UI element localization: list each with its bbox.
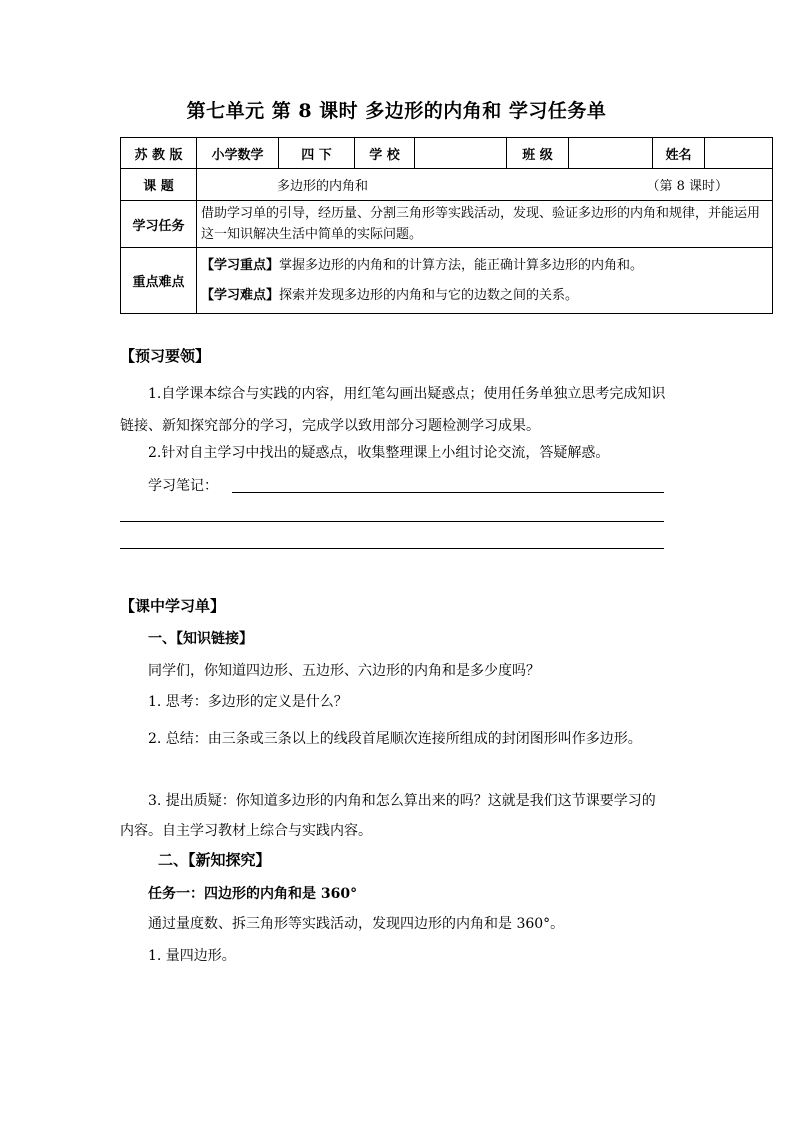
table-row <box>121 138 773 169</box>
task-text: 借助学习单的引导，经历量、分割三角形等实践活动，发现、验证多边形的内角和规律，并能运用这一知识解决生活中简单的实际问题。 <box>197 201 773 248</box>
key-point-tag: 【学习重点】 <box>201 257 280 273</box>
publisher-cell: 苏 教 版 <box>121 138 197 169</box>
info-table <box>120 137 773 314</box>
difficulty-line <box>201 281 768 311</box>
knowledge-link-item-3: 3. 提出质疑：你知道多边形的内角和怎么算出来的吗？这就是我们这节课要学习的内容。自主学习教材上综合与实践内容。 <box>120 793 656 839</box>
key-point-line <box>201 251 768 281</box>
task-label: 学习任务 <box>121 201 197 248</box>
difficulty-text: 探索并发现多边形的内角和与它的边数之间的关系。 <box>279 287 579 303</box>
knowledge-link-item-1: 1. 思考：多边形的定义是什么？ <box>148 694 348 710</box>
topic-cell <box>197 169 773 201</box>
explore-heading: 二、【新知探究】 <box>158 851 271 869</box>
class-field[interactable] <box>569 138 653 169</box>
preview-paragraph-1: 1.自学课本综合与实践的内容，用红笔勾画出疑惑点；使用任务单独立思考完成知识链接、新知探究部分的学习，完成学以致用部分习题检测学习成果。 <box>120 386 666 434</box>
notes-line-1[interactable] <box>232 492 664 493</box>
table-row <box>121 201 773 248</box>
focus-label: 重点难点 <box>121 248 197 314</box>
notes-line-2[interactable] <box>120 521 664 522</box>
name-field[interactable] <box>705 138 773 169</box>
knowledge-link-heading: 一、【知识链接】 <box>148 631 253 647</box>
name-label: 姓名 <box>653 138 705 169</box>
school-label: 学 校 <box>355 138 415 169</box>
subject-cell: 小学数学 <box>197 138 279 169</box>
page-title: 第七单元 第 8 课时 多边形的内角和 学习任务单 <box>186 100 607 122</box>
task-1-step-1: 1. 量四边形。 <box>148 948 236 964</box>
focus-cell <box>197 248 773 314</box>
grade-cell: 四 下 <box>279 138 355 169</box>
preview-heading: 【预习要领】 <box>120 347 211 365</box>
topic-label: 课 题 <box>121 169 197 201</box>
inclass-heading: 【课中学习单】 <box>120 597 226 615</box>
task-1-description: 通过量度数、拆三角形等实践活动，发现四边形的内角和是 360°。 <box>148 916 565 932</box>
difficulty-tag: 【学习难点】 <box>201 287 280 303</box>
topic-text: 多边形的内角和 <box>277 179 369 194</box>
preview-paragraph-2: 2.针对自主学习中找出的疑惑点，收集整理课上小组讨论交流，答疑解惑。 <box>148 445 610 461</box>
task-1-title: 任务一：四边形的内角和是 360° <box>148 886 358 902</box>
table-row <box>121 248 773 314</box>
school-field[interactable] <box>415 138 507 169</box>
knowledge-link-item-2: 2. 总结：由三条或三条以上的线段首尾顺次连接所组成的封闭图形叫作多边形。 <box>148 731 642 747</box>
notes-line-3[interactable] <box>120 548 664 549</box>
key-point-text: 掌握多边形的内角和的计算方法，能正确计算多边形的内角和。 <box>279 257 644 273</box>
class-label: 班 级 <box>507 138 569 169</box>
table-row <box>121 169 773 201</box>
notes-label: 学习笔记： <box>148 478 218 494</box>
knowledge-link-intro: 同学们，你知道四边形、五边形、六边形的内角和是多少度吗？ <box>148 663 540 679</box>
period-text: （第 8 课时） <box>646 179 728 194</box>
